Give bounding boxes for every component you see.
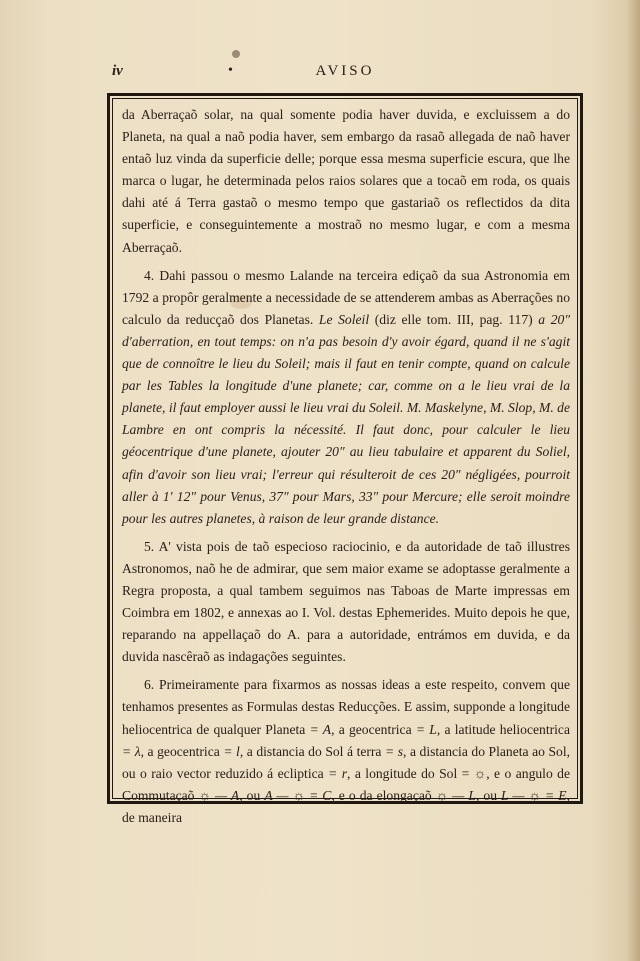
paragraph-continuation: da Aberraçaõ solar, na qual somente podia haver duvida, e excluissem a do Planeta, na qual a naõ podia haver, sem embargo da rasaõ allegada de naõ haver entaõ luz vinda da superficie delle; porque essa mesma superficie escura, que lhe marca o lugar, he determinada pelos raios solares que a tocaõ em roda, os quais dahi até á Terra gastaõ o mesmo tempo que gastariaõ os reflectidos da dita superficie, e conseguintemente a mostraõ no mesmo lugar, e com a mesma Aberraçaõ.: [122, 107, 570, 255]
p6-text-6: , a distancia do Planeta ao Sol, ou o raio vector reduzido á ecliptica: [122, 743, 570, 781]
p6-text-3: , a latitude heliocentrica: [436, 721, 570, 737]
formula-A: = A: [309, 721, 332, 737]
paragraph-4-intro: 4. Dahi passou o mesmo Lalande na terceira ediçaõ da sua Astronomia em 1792 a propôr geralmente a necessidade de se attenderem ambas as Aberrações no calculo da reducçaõ dos Planetas.: [122, 267, 570, 327]
formula-l: = l: [223, 743, 240, 759]
formula-s: = s: [385, 743, 404, 759]
p6-text-7: , a longitude do Sol: [347, 765, 458, 781]
french-quote: a 20″ d'aberration, en tout temps: on n'a pas besoin d'y avoir égard, quand il ne s'agit que de connoître le lieu du Soleil; mais il faut en tenir compte, quand on calcule par les Tables la longitude d'une planete; car, comme on a le lieu vrai de la planete, il faut employer aussi le lieu vrai du Soleil. M. Maskelyne, M. Slop, M. de Lambre en ont compris la nécessité. Il faut donc, pour calculer le lieu géocentrique d'une planete, ajouter 20″ au lieu tabulaire et apparent du Soliel, afin d'avoir son lieu vrai; l'erreur qui résulteroit de ces 20″ négligées, pourroit aller à 1′ 12″ pour Venus, 37″ pour Mars, 33″ pour Mercure; elle seroit moindre pour les autres planetes, à raison de leur grande distance.: [122, 311, 570, 526]
p6-text-9: , ou: [239, 787, 261, 803]
p6-text-4: , a geocentrica: [140, 743, 220, 759]
quote-open: Le Soleil: [318, 311, 370, 327]
formula-L: = L: [415, 721, 437, 737]
formula-lambda: = λ: [122, 743, 141, 759]
running-head: AVISO: [315, 63, 375, 79]
p6-text-2: , a geocentrica: [331, 721, 412, 737]
p6-text-11: , ou: [475, 787, 497, 803]
p6-text-8: , e o angulo de Commutaçaõ: [122, 765, 570, 803]
formula-commutation: ☼ — A: [198, 787, 240, 803]
header-ornament-dot: •: [228, 63, 233, 78]
formula-elongation: ☼ — L: [435, 787, 476, 803]
page-header: [110, 63, 580, 83]
paragraph-6: [122, 674, 570, 829]
formula-r: = r: [328, 765, 348, 781]
formula-sun: = ☼: [461, 765, 487, 781]
p6-text-5: , a distancia do Sol á terra: [239, 743, 382, 759]
p6-text-10: , e o da elongaçaõ: [331, 787, 432, 803]
paragraph-5: 5. A' vista pois de taõ especioso raciocinio, e da autoridade de taõ illustres Astronomos, naõ he de admirar, que sem maior exame se adoptasse geralmente a Regra proposta, a qual tambem seguimos nas Taboas de Marte impressas em Coimbra em 1802, e annexas ao I. Vol. destas Ephemerides. Muito depois he que, reparando na appellaçaõ do A. para a autoridade, entrámos em duvida, e da duvida nascêraõ as indagações seguintes.: [122, 538, 570, 665]
formula-E: L — ☼ = E: [501, 787, 567, 803]
p6-text-12: , de maneira: [122, 787, 570, 825]
page-edge-shadow: [626, 0, 640, 961]
p6-text-1: 6. Primeiramente para fixarmos as nossas ideas a este respeito, convem que tenhamos presentes as Formulas destas Reducções. E assim, supponde a longitude heliocentrica de qualquer Planeta: [122, 677, 570, 737]
citation: (diz elle tom. III, pag. 117): [374, 311, 533, 327]
body-text: [122, 104, 570, 829]
formula-C: A — ☼ = C: [264, 787, 332, 803]
paragraph-4: [122, 265, 570, 530]
page-number: iv: [112, 63, 123, 79]
ink-spot: [232, 50, 240, 58]
